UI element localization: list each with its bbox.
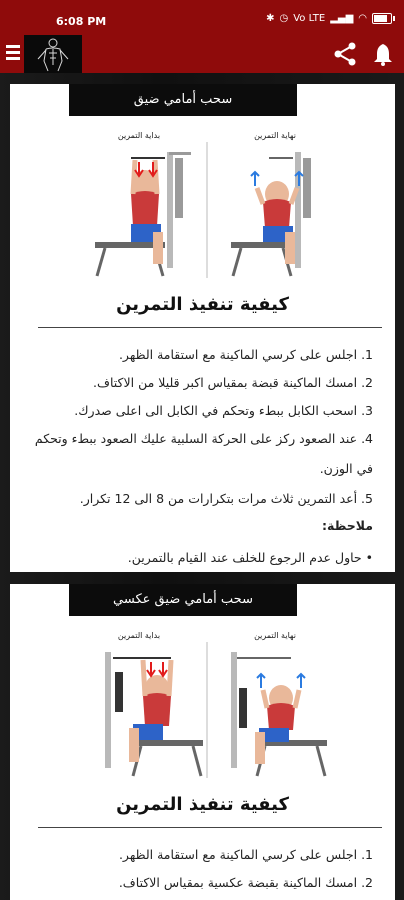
step-item: 5. أعد التمرين ثلاث مرات بتكرارات من 8 الى 12 تكرار. bbox=[79, 491, 373, 506]
start-position-figure bbox=[105, 652, 203, 776]
illustration-label-start: بداية التمرين bbox=[117, 131, 161, 140]
step-item: 4. عند الصعود ركز على الحركة السلبية عليك الصعود ببطء وتحكم bbox=[34, 431, 373, 446]
exercise-illustration bbox=[71, 128, 343, 284]
how-to-title: كيفية تنفيذ التمرين bbox=[116, 294, 289, 315]
exercise-title: سحب أمامي ضيق عكسي bbox=[69, 584, 297, 616]
illustration-label-start: بداية التمرين bbox=[117, 631, 161, 640]
volte-label: Vo LTE bbox=[293, 13, 326, 24]
start-position-figure bbox=[95, 152, 191, 276]
illustration-label-end: نهاية التمرين bbox=[254, 131, 296, 140]
signal-icon: ▂▄▆ bbox=[330, 13, 354, 24]
app-bar bbox=[0, 35, 404, 73]
note-item: • حاول عدم الرجوع للخلف عند القيام بالتمرين. bbox=[127, 550, 373, 565]
step-item: 1. اجلس على كرسي الماكينة مع استقامة الظهر. bbox=[118, 347, 373, 362]
note-title: ملاحظة: bbox=[322, 518, 373, 533]
wifi-icon: ◠ bbox=[358, 13, 367, 24]
exercise-card bbox=[10, 584, 395, 900]
exercise-card bbox=[10, 84, 395, 572]
exercise-title: سحب أمامي ضيق bbox=[69, 84, 297, 116]
divider bbox=[38, 827, 382, 828]
status-time: 6:08 PM bbox=[56, 15, 107, 28]
status-icons bbox=[266, 13, 392, 24]
bluetooth-icon: ✱ bbox=[266, 13, 275, 24]
how-to-title: كيفية تنفيذ التمرين bbox=[116, 794, 289, 815]
exercise-illustration bbox=[71, 628, 343, 784]
menu-icon[interactable] bbox=[6, 45, 20, 61]
step-item: 3. اسحب الكابل ببطء وتحكم في الكابل الى اعلى صدرك. bbox=[74, 403, 373, 418]
alarm-icon: ◷ bbox=[279, 13, 289, 24]
step-item: 2. امسك الماكينة قبضة بمقياس اكبر قليلا من الاكتاف. bbox=[93, 375, 373, 390]
step-item: 2. امسك الماكينة بقبضة عكسية بمقياس الاكتاف. bbox=[118, 875, 373, 890]
bell-icon[interactable] bbox=[371, 42, 395, 66]
step-item: في الوزن. bbox=[319, 461, 373, 476]
illustration-label-end: نهاية التمرين bbox=[254, 631, 296, 640]
battery-icon bbox=[372, 13, 392, 24]
muscle-figure-logo bbox=[24, 35, 82, 73]
divider bbox=[38, 327, 382, 328]
step-item: 1. اجلس على كرسي الماكينة مع استقامة الظهر. bbox=[118, 847, 373, 862]
end-position-figure bbox=[231, 652, 327, 776]
end-position-figure bbox=[231, 152, 311, 276]
share-icon[interactable] bbox=[332, 41, 358, 67]
